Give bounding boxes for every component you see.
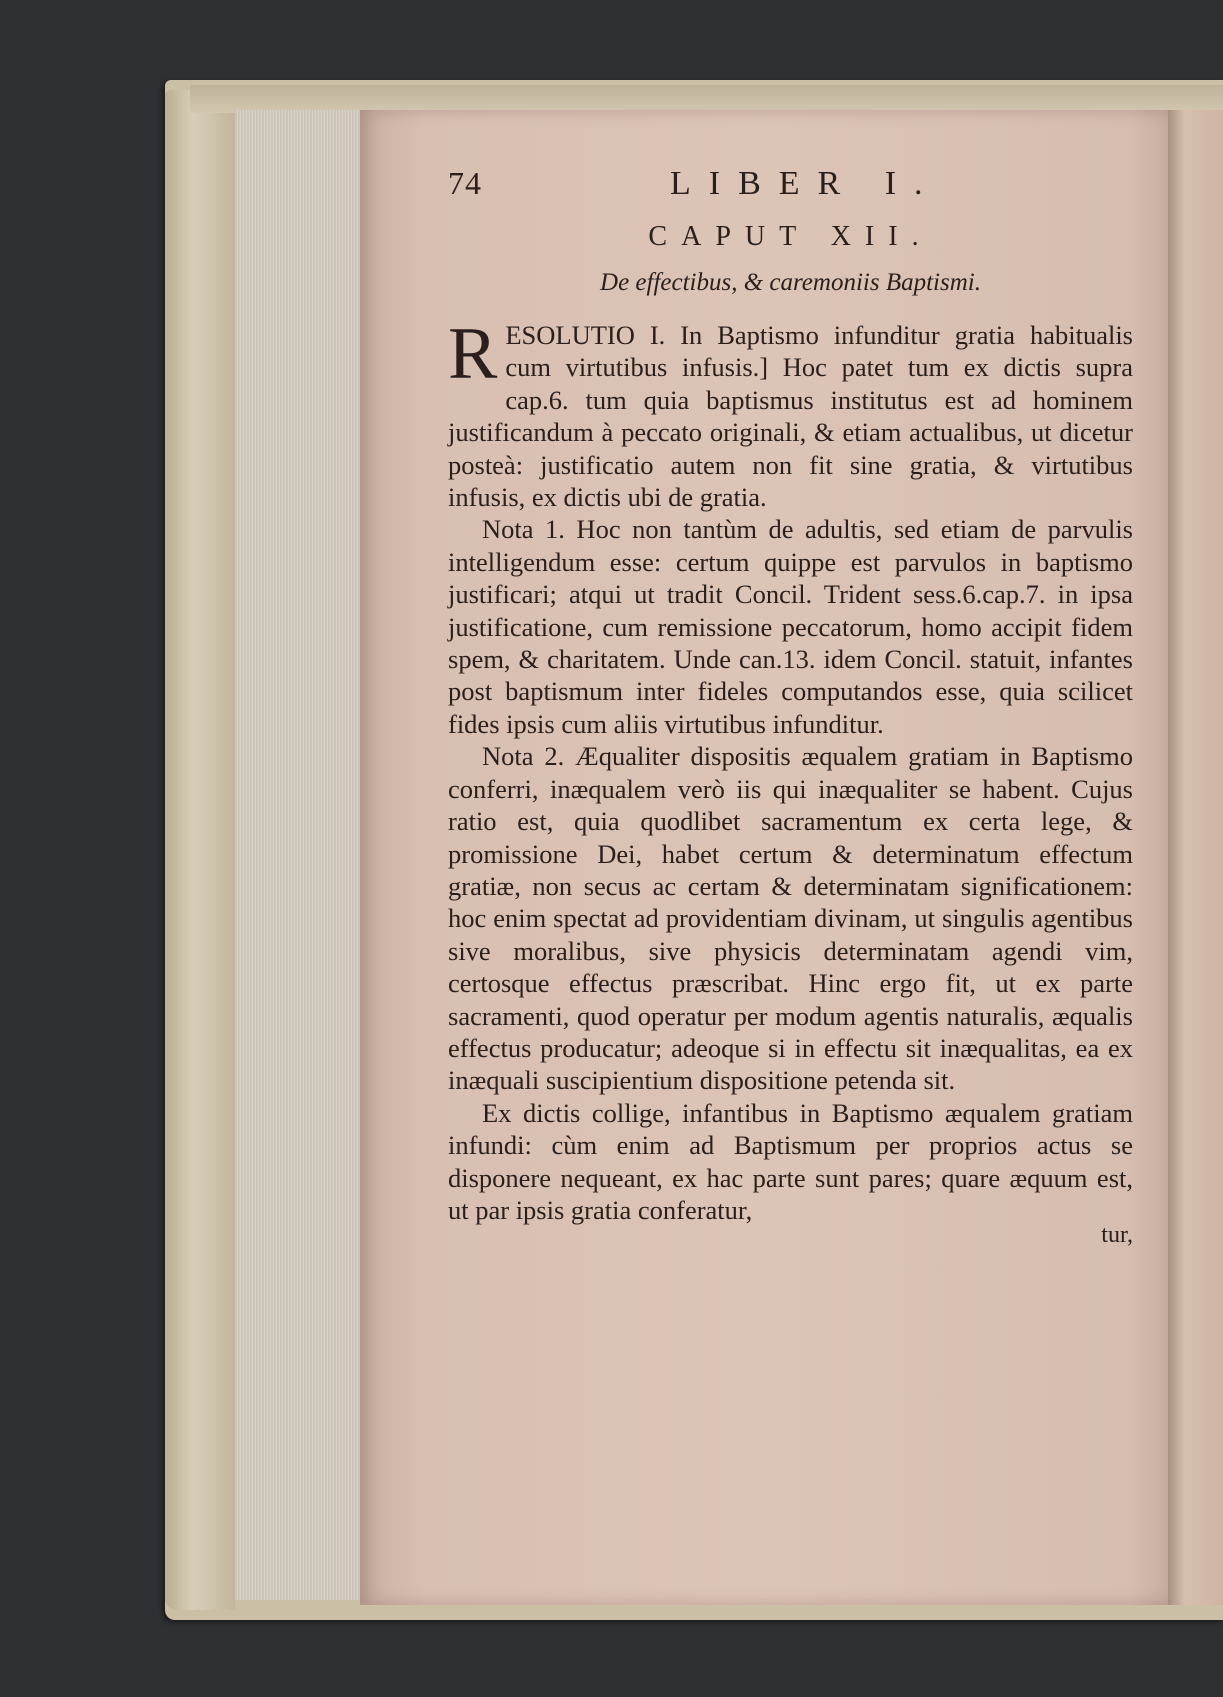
drop-cap: R [448,313,498,395]
chapter-subtitle: De effectibus, & caremoniis Baptismi. [600,269,981,296]
paragraph-collige: Ex dictis collige, infantibus in Baptismo æqualem gratiam infundi: cùm enim ad Baptismum per proprios actus se disponere nequeant, ex hac parte sunt pares; quare æquum est, ut par ipsis gratia conferatur, [448,1097,1133,1225]
catchword: tur, [1101,1222,1133,1249]
page-header [448,165,1133,221]
running-head: LIBER I. [670,165,941,202]
facing-page-edge [1168,110,1223,1605]
page-top-edge [190,85,1223,113]
paragraph-resolutio [448,313,1133,513]
chapter-title: CAPUT XII. [648,221,933,252]
book-spine [165,90,235,1610]
paragraph-nota-1: Nota 1. Hoc non tantùm de adultis, sed etiam de parvulis intelligendum esse: certum quippe est parvulos in baptismo justificari; atqui ut tradit Concil. Trident sess.6.cap.7. in ipsa justificatione, cum remissione peccatorum, homo accipit fidem spem, & charitatem. Unde can.13. idem Concil. statuit, infantes post baptismum inter fideles computandos esse, quia scilicet fides ipsis cum aliis virtutibus infunditur. [448,514,1133,739]
paragraph-text: ESOLUTIO I. In Baptismo infunditur gratia habitualis cum virtutibus infusis.] Hoc patet tum ex dictis supra cap.6. tum quia baptismus institutus est ad hominem justificandum à peccato originali, & etiam actualibus, ut dicetur posteà: justificatio autem non fit sine gratia, & virtutibus infusis, ex dictis ubi de gratia. [448,320,1133,513]
page-number: 74 [448,165,482,201]
page-content [448,165,1133,1249]
paragraph-nota-2: Nota 2. Æqualiter dispositis æqualem gratiam in Baptismo conferri, inæqualem verò iis qui inæqualiter se habent. Cujus ratio est, quia quodlibet sacramentum ex certa lege, & promissione Dei, habet certum & determinatum effectum gratiæ, non secus ac certam & determinatam significationem: hoc enim spectat ad providentiam divinam, ut singulis agentibus sive moralibus, sive physicis determinatam agendi vim, certosque effectus præscribat. Hinc ergo fit, ut ex parte sacramenti, quod operatur per modum agentis naturalis, æqualis effectus producatur; adeoque si in effectu sit inæqualitas, ea ex inæquali suscipientium dispositione petenda sit. [448,741,1133,1096]
page-edges-stack [235,110,370,1600]
